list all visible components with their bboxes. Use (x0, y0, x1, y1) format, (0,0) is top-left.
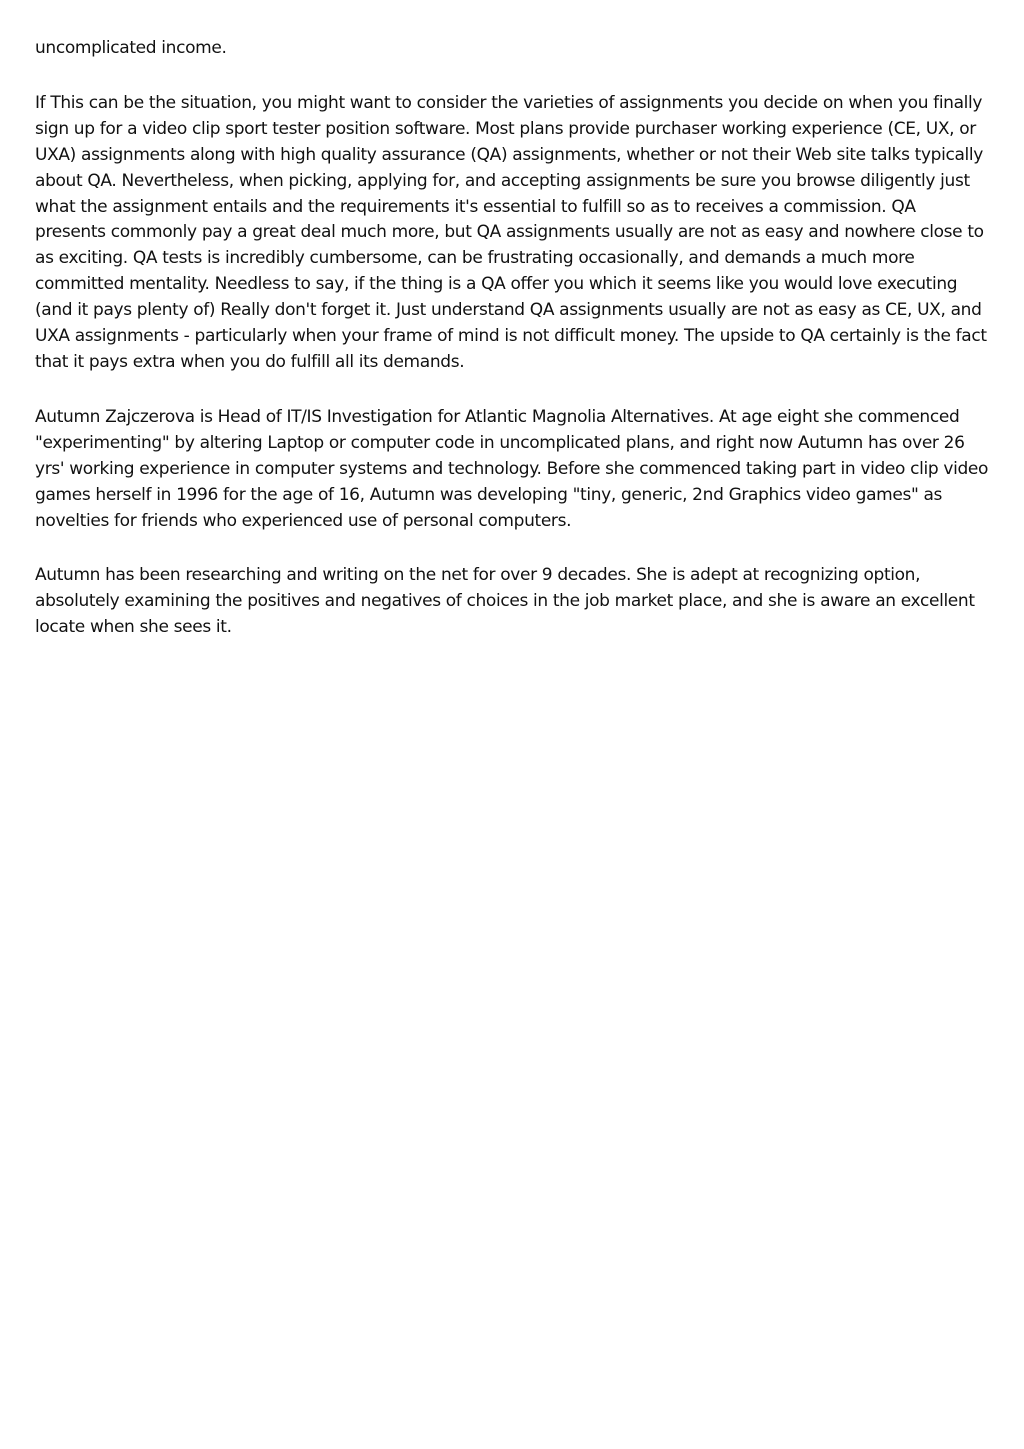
paragraph-author-bio: Autumn Zajczerova is Head of IT/IS Investigation for Atlantic Magnolia Alternatives. At age eight she commenced "experimenting" by altering Laptop or computer code in uncomplicated plans, and right now Autumn has over 26 yrs' working experience in computer systems and technology. Before she commenced taking part in video clip video games herself in 1996 for the age of 16, Autumn was developing "tiny, generic, 2nd Graphics video games" as novelties for friends who experienced use of personal computers. (35, 406, 989, 531)
paragraph-qa-assignments: If This can be the situation, you might want to consider the varieties of assignments you decide on when you finally sign up for a video clip sport tester position software. Most plans provide purchaser working experience (CE, UX, or UXA) assignments along with high quality assurance (QA) assignments, whether or not their Web site talks typically about QA. Nevertheless, when picking, applying for, and accepting assignments be sure you browse diligently just what the assignment entails and the requirements it's essential to fulfill so as to receives a commission. QA presents commonly pay a great deal much more, but QA assignments usually are not as easy and nowhere close to as exciting. QA tests is incredibly cumbersome, can be frustrating occasionally, and demands a much more committed mentality. Needless to say, if the thing is a QA offer you which it seems like you would love executing (and it pays plenty of) Really don't forget it. Just understand QA assignments usually are not as easy as CE, UX, and UXA assignments - particularly when your frame of mind is not difficult money. The upside to QA certainly is the fact that it pays extra when you do fulfill all its demands. (35, 92, 987, 372)
paragraph-continuation: uncomplicated income. (35, 38, 227, 58)
article-body (35, 36, 990, 641)
paragraph-author-research: Autumn has been researching and writing on the net for over 9 decades. She is adept at recognizing option, absolutely examining the positives and negatives of choices in the job market place, and she is aware an excellent locate when she sees it. (35, 565, 975, 638)
